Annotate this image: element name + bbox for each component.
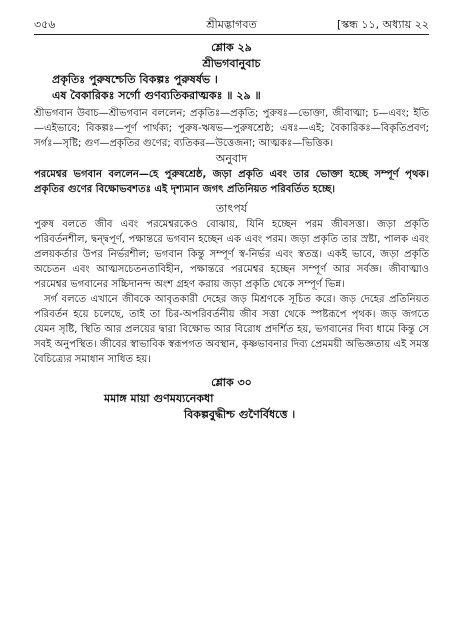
translation-paragraph: পরমেশ্বর ভগবান বললেন—হে পুরুষশ্রেষ্ঠ, জড়া প্রকৃতি এবং তার ভোক্তা হচ্ছে সম্পূর্ণ পৃথক। প্রকৃতির গুণের বিক্ষোভবশতঃ এই দৃশ্যমান জগৎ প্রতিনিয়ত পরিবর্তিত হচ্ছে। [34,169,429,195]
verse-29-line-2: এষ বৈকারিকঃ সর্গো গুণব্যতিকরাত্মকঃ ॥ ২৯ ॥ [52,89,261,102]
page-number: ৩৫৬ [34,18,56,31]
purport-heading: তাৎপর্য [215,202,248,215]
purport-paragraph-2: সর্গ বলতে এখানে জীবকে আবৃতকারী দেহের জড় মিশ্রণকে সূচিত করে। জড় দেহের প্রতিনিয়ত পরিবর্তন হয়ে চলেছে, তাই তা চির-অপরিবর্তনীয় জীব সত্তা থেকে স্পষ্টরূপে পৃথক। জড় জগতে যেমন সৃষ্টি, স্থিতি আর প্রলয়ের দ্বারা বিক্ষোভ আর বিরোধ প্রদর্শিত হয়, ভগবানের দিব্য ধামে কিন্তু সে সবই অনুপস্থিত। জীবের স্বাভাবিক স্বরূপগত অবস্থান, কৃষ্ণভাবনার দিব্য প্রেমময়ী অভিজ্ঞতায় এই সমস্ত বৈচিত্র্যের সমাধান সাধিত হয়। [34,294,429,365]
chapter-reference: [স্কন্ধ ১১, অধ্যায় ২২ [336,18,429,31]
synonyms-paragraph: শ্রীভগবান উবাচ—শ্রীভগবান বললেন; প্রকৃতিঃ—প্রকৃতি; পুরুষঃ—ভোক্তা, জীবাত্মা; চ—এবং; ইতি—এইভাবে; বিকল্পঃ—পূর্ণ পার্থক্য; পুরুষ-ঋষভ—পুরুষশ্রেষ্ঠ; এষঃ—এই; বৈকারিকঃ—বিকৃতিপ্রবণ; সর্গঃ—সৃষ্টি; গুণ—প্রকৃতির গুণের; ব্যতিকর—উত্তেজনা; আত্মকঃ—ভিত্তিক। [34,108,429,149]
verse-29-line-1: প্রকৃতিঃ পুরুষশ্চেতি বিকল্পঃ পুরুষর্ষভ । [52,73,218,86]
speaker-line: শ্রীভগবানুবাচ [202,57,261,70]
translation-heading: অনুবাদ [215,152,248,165]
page-header [34,16,429,32]
header-rule [34,34,429,35]
verse-30-line-1: মমাঙ্গ মায়া গুণময্যনেকধা [104,392,214,405]
page-content [34,40,429,423]
sloka-30-label: শ্লোক ৩০ [211,376,252,389]
book-title: শ্রীমদ্ভাগবত [206,18,257,31]
verse-30-line-2: বিকল্পবুদ্ধীশ্চ গুণৈর্বিধত্তে । [184,408,296,421]
sloka-29-label: শ্লোক ২৯ [211,41,252,54]
purport-paragraph-1: পুরুষ বলতে জীব এবং পরমেশ্বরকেও বোঝায়, যিনি হচ্ছেন পরম জীবসত্তা। জড়া প্রকৃতি পরিবর্তনশীল, দ্বন্দ্বপূর্ণ, পক্ষান্তরে ভগবান হচ্ছেন এক এবং পরম। জড়া প্রকৃতি তার স্রষ্টা, পালক এবং প্রলয়কর্তার উপর নির্ভরশীল; ভগবান কিন্তু সম্পূর্ণ স্ব-নির্ভর এবং স্বতন্ত্র। একই ভাবে, জড়া প্রকৃতি অচেতন এবং আত্মসচেতনতাবিহীন, পক্ষান্তরে পরমেশ্বর হচ্ছেন সম্পূর্ণ আর সর্বজ্ঞ। জীবাত্মাও পরমেশ্বর ভগবানের সচ্চিদানন্দ অংশ গ্রহণ করায় জড়া প্রকৃতি থেকে সম্পূর্ণ ভিন্ন। [34,219,429,290]
